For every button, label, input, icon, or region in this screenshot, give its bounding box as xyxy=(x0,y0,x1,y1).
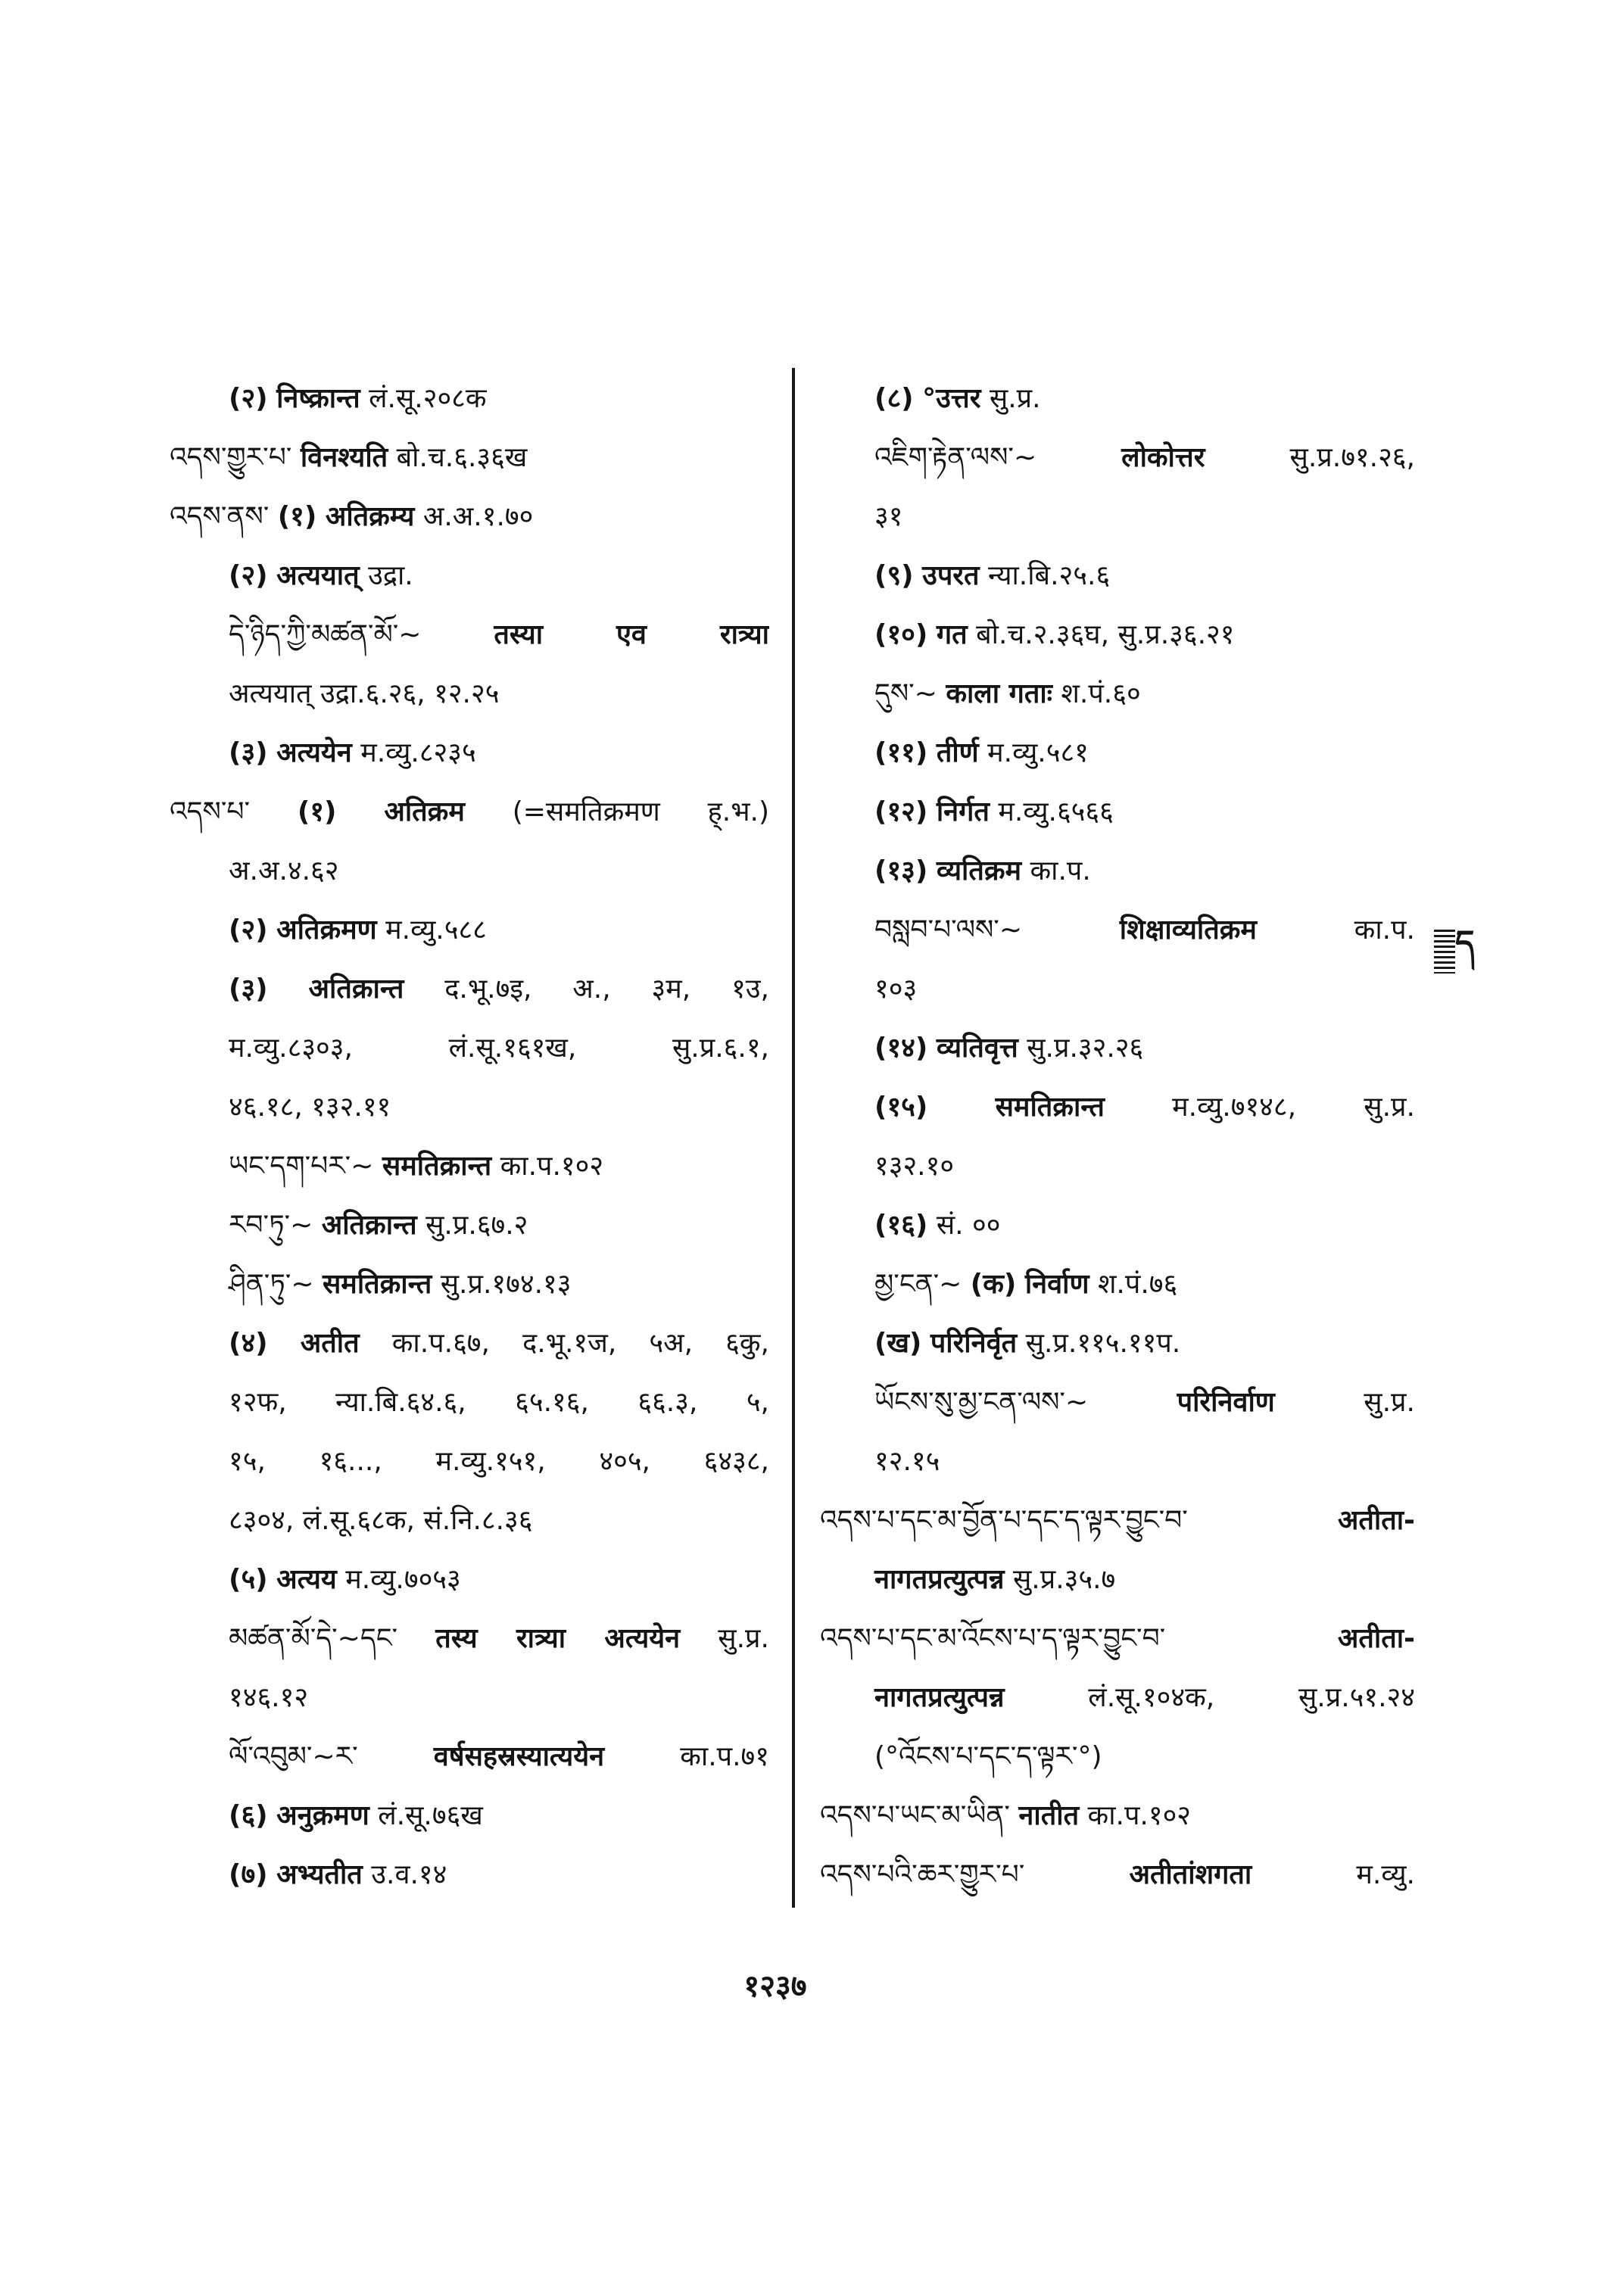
source-reference: सु.प्र. xyxy=(718,1623,769,1654)
sense-number: (९) xyxy=(874,560,914,591)
source-reference: १०३ xyxy=(874,974,918,1005)
source-reference: उ.व.१४ xyxy=(371,1859,447,1890)
sanskrit-equivalent: नातीत xyxy=(1018,1800,1080,1831)
sanskrit-equivalent: अतिक्रमण xyxy=(276,914,377,946)
entry-line xyxy=(820,783,1415,842)
sanskrit-equivalent: व्यतिक्रम xyxy=(936,855,1022,886)
sense-number: (१६) xyxy=(874,1210,928,1241)
entry-line xyxy=(170,1728,769,1787)
sense-number: (३) xyxy=(229,737,268,768)
entry-line xyxy=(820,842,1415,901)
source-reference: न्या.बि.२५.६ xyxy=(987,560,1111,591)
entry-line xyxy=(820,1078,1415,1137)
source-reference: श.पं.६० xyxy=(1061,678,1141,709)
sanskrit-equivalent: नागतप्रत्युत्पन्न xyxy=(874,1682,1005,1713)
tibetan-headword: འདས་པ་དང་མ་བྱོན་པ་དང་ད་ལྟར་བྱུང་བ་ xyxy=(820,1505,1188,1536)
entry-line xyxy=(170,1255,769,1314)
entry-line xyxy=(820,1432,1415,1491)
sense-number: (४) xyxy=(229,1328,268,1359)
source-reference: सु.प्र. xyxy=(989,383,1041,414)
sanskrit-equivalent: शिक्षाव्यतिक्रम xyxy=(1119,914,1257,946)
sanskrit-equivalent: अनुक्रमण xyxy=(276,1800,369,1831)
sense-number: (१५) xyxy=(874,1092,928,1123)
sense-number: (३) xyxy=(229,974,268,1005)
sanskrit-equivalent: अतिक्रान्त xyxy=(321,1210,417,1241)
source-reference: सु.प्र.११५.११प. xyxy=(1025,1328,1181,1359)
sense-number: (क) xyxy=(970,1269,1017,1300)
source-reference: म.व्यु.६५६६ xyxy=(998,796,1114,827)
sense-number: (१२) xyxy=(874,796,928,827)
tibetan-phrase: དེ་ཉིད་ཀྱི་མཚན་མོ་∼ xyxy=(229,619,422,650)
source-reference: का.प.१०२ xyxy=(500,1151,604,1182)
sanskrit-equivalent: °उत्तर xyxy=(922,383,981,414)
sense-number: (१०) xyxy=(874,619,928,650)
source-reference: म.व्यु.५८८ xyxy=(385,914,487,946)
tibetan-phrase: རབ་ཏུ་∼ xyxy=(229,1210,313,1241)
source-reference: बो.च.२.३६घ, सु.प्र.३६.२१ xyxy=(976,619,1235,650)
tibetan-phrase: ཤིན་ཏུ་∼ xyxy=(229,1269,314,1300)
sanskrit-equivalent: अत्ययात् xyxy=(276,560,360,591)
sanskrit-equivalent: लोकोत्तर xyxy=(1121,442,1205,473)
sense-number: (१३) xyxy=(874,855,928,886)
tibetan-phrase: ཡང་དག་པར་∼ xyxy=(229,1151,374,1182)
source-reference: म.व्यु.७१४८, सु.प्र. xyxy=(1172,1092,1415,1123)
entry-line xyxy=(820,724,1415,783)
sanskrit-equivalent: व्यतिवृत्त xyxy=(936,1033,1018,1064)
source-reference: लं.सू.१०४क, सु.प्र.५१.२४ xyxy=(1088,1682,1415,1713)
source-reference: सु.प्र.१७४.१३ xyxy=(440,1269,572,1300)
sanskrit-equivalent: अतिक्रम xyxy=(384,796,465,827)
sanskrit-equivalent: अतीत xyxy=(300,1328,360,1359)
source-reference: श.पं.७६ xyxy=(1097,1269,1178,1300)
right-column xyxy=(820,369,1415,1905)
entry-line xyxy=(170,1196,769,1255)
sanskrit-equivalent: विनश्यति xyxy=(300,442,388,473)
sanskrit-equivalent: निर्वाण xyxy=(1024,1269,1089,1300)
source-reference: अ.अ.१.७० xyxy=(422,501,534,532)
entry-line xyxy=(820,428,1415,488)
sense-number: (११) xyxy=(874,737,928,768)
source-reference: अत्ययात् उद्रा.६.२६, १२.२५ xyxy=(229,678,500,709)
sanskrit-equivalent: गत xyxy=(936,619,968,650)
sanskrit-equivalent: उपरत xyxy=(922,560,980,591)
entry-line xyxy=(170,665,769,724)
sanskrit-equivalent: तस्या एव रात्र्या xyxy=(494,619,769,650)
entry-line xyxy=(170,1373,769,1432)
entry-line xyxy=(820,1137,1415,1196)
source-reference: म.व्यु.७०५३ xyxy=(345,1564,461,1595)
left-column xyxy=(170,369,769,1905)
entry-line xyxy=(170,842,769,901)
entry-line xyxy=(820,1255,1415,1314)
source-reference: म.व्यु. xyxy=(1356,1859,1415,1890)
entry-line xyxy=(170,1787,769,1846)
source-reference: का.प.७१ xyxy=(680,1741,769,1772)
entry-line xyxy=(170,1432,769,1491)
source-reference: सु.प्र.७१.२६, xyxy=(1289,442,1415,473)
source-reference: लं.सू.२०८क xyxy=(369,383,487,414)
entry-line xyxy=(170,488,769,547)
source-reference: म.व्यु.८३०३, लं.सू.१६१ख, सु.प्र.६.१, xyxy=(229,1033,769,1064)
entry-line xyxy=(170,783,769,842)
sanskrit-equivalent: अतीता- xyxy=(1337,1623,1415,1654)
tibetan-phrase: མཚན་མོ་དེ་∼དང་ xyxy=(229,1623,398,1654)
sense-number: (८) xyxy=(874,383,914,414)
entry-line xyxy=(170,428,769,488)
entry-line xyxy=(170,547,769,606)
tibetan-headword: འདས་པ་དང་མ་འོངས་པ་ད་ལྟར་བྱུང་བ་ xyxy=(820,1623,1166,1654)
source-reference: का.प. xyxy=(1354,914,1415,946)
entry-line xyxy=(820,1609,1415,1668)
entry-line xyxy=(820,606,1415,665)
sanskrit-equivalent: काला गताः xyxy=(946,678,1052,709)
tibetan-phrase: མྱ་ངན་∼ xyxy=(874,1269,962,1300)
source-reference: म.व्यु.८२३५ xyxy=(360,737,476,768)
sanskrit-equivalent: अतीतांशगता xyxy=(1129,1859,1252,1890)
sense-number: (२) xyxy=(229,914,268,946)
entry-line xyxy=(170,901,769,960)
source-reference: (=समतिक्रमण ह्.भ.) xyxy=(512,796,769,827)
source-reference: सु.प्र. xyxy=(1364,1387,1415,1418)
source-reference: १३२.१० xyxy=(874,1151,955,1182)
tibetan-headword: འདས་ནས་ xyxy=(170,501,270,532)
entry-line xyxy=(820,369,1415,428)
sanskrit-equivalent: अत्यय xyxy=(276,1564,337,1595)
source-reference: सु.प्र.३५.७ xyxy=(1012,1564,1116,1595)
source-reference: ८३०४, लं.सू.६८क, सं.नि.८.३६ xyxy=(229,1505,533,1536)
entry-line xyxy=(820,1846,1415,1905)
entry-line xyxy=(820,901,1415,960)
tibetan-headword: འདས་གྱུར་པ་ xyxy=(170,442,292,473)
entry-line xyxy=(170,1078,769,1137)
entry-line xyxy=(170,369,769,428)
sanskrit-equivalent: नागतप्रत्युत्पन्न xyxy=(874,1564,1005,1595)
source-reference: अ.अ.४.६२ xyxy=(229,855,339,886)
entry-line xyxy=(820,547,1415,606)
thumb-index-letter: ད xyxy=(1455,924,1475,962)
source-reference: बो.च.६.३६ख xyxy=(396,442,528,473)
sense-number: (६) xyxy=(229,1800,268,1831)
sense-number: (१) xyxy=(277,501,317,532)
tibetan-headword: འདས་པ་ཡང་མ་ཡིན་ xyxy=(820,1800,1010,1831)
sense-number: (ख) xyxy=(874,1328,922,1359)
sense-number: (१४) xyxy=(874,1033,928,1064)
source-reference: उद्रा. xyxy=(368,560,413,591)
thumb-index-hatch xyxy=(1434,930,1455,974)
sanskrit-equivalent: अभ्यतीत xyxy=(276,1859,363,1890)
entry-line xyxy=(170,1019,769,1078)
tibetan-phrase: དུས་∼ xyxy=(874,678,937,709)
entry-line xyxy=(170,724,769,783)
entry-line xyxy=(170,1137,769,1196)
column-divider xyxy=(792,368,795,1908)
entry-line xyxy=(170,1314,769,1373)
entry-line xyxy=(170,960,769,1019)
entry-line xyxy=(820,1550,1415,1609)
sense-number: (१) xyxy=(297,796,337,827)
sanskrit-equivalent: समतिक्रान्त xyxy=(382,1151,492,1182)
source-reference: ३१ xyxy=(874,501,903,532)
sense-number: (२) xyxy=(229,560,268,591)
source-reference: सं. ०० xyxy=(936,1210,1001,1241)
sanskrit-equivalent: तस्य रात्र्या अत्ययेन xyxy=(435,1623,681,1654)
sense-number: (७) xyxy=(229,1859,268,1890)
sense-number: (२) xyxy=(229,383,268,414)
sanskrit-equivalent: परिनिर्वृत xyxy=(930,1328,1018,1359)
sanskrit-equivalent: समतिक्रान्त xyxy=(995,1092,1105,1123)
source-reference: का.प.६७, द.भू.१ज, ५अ, ६कु, xyxy=(391,1328,769,1359)
entry-line xyxy=(170,1846,769,1905)
entry-line xyxy=(170,1550,769,1609)
entry-line xyxy=(820,1728,1415,1787)
entry-line xyxy=(820,960,1415,1019)
sense-number: (५) xyxy=(229,1564,268,1595)
source-reference: का.प. xyxy=(1030,855,1091,886)
sanskrit-equivalent: अत्ययेन xyxy=(276,737,352,768)
tibetan-phrase: བསླབ་པ་ལས་∼ xyxy=(874,914,1023,946)
entry-line xyxy=(170,1668,769,1728)
source-reference: द.भू.७इ, अ., ३म, १उ, xyxy=(444,974,769,1005)
entry-line xyxy=(820,1373,1415,1432)
sanskrit-equivalent: वर्षसहस्रस्यात्ययेन xyxy=(433,1741,605,1772)
entry-line xyxy=(820,488,1415,547)
source-reference: का.प.१०२ xyxy=(1087,1800,1192,1831)
source-reference: म.व्यु.५८१ xyxy=(987,737,1089,768)
entry-line xyxy=(820,665,1415,724)
sanskrit-equivalent: तीर्ण xyxy=(936,737,979,768)
tibetan-phrase: ཡོངས་སུ་མྱ་ངན་ལས་∼ xyxy=(874,1387,1089,1418)
entry-line xyxy=(170,1491,769,1550)
sanskrit-equivalent: परिनिर्वाण xyxy=(1177,1387,1275,1418)
entry-line xyxy=(820,1196,1415,1255)
source-reference: १५, १६..., म.व्यु.१५१, ४०५, ६४३८, xyxy=(229,1446,769,1477)
source-reference: १२.१५ xyxy=(874,1446,940,1477)
sanskrit-equivalent: अतीता- xyxy=(1337,1505,1415,1536)
sanskrit-equivalent: अतिक्रान्त xyxy=(308,974,404,1005)
sanskrit-equivalent: अतिक्रम्य xyxy=(325,501,415,532)
tibetan-phrase: འཇིག་རྟེན་ལས་∼ xyxy=(874,442,1037,473)
source-reference: १२फ, न्या.बि.६४.६, ६५.१६, ६६.३, ५, xyxy=(229,1387,769,1418)
source-reference: १४६.१२ xyxy=(229,1682,309,1713)
tibetan-headword: འདས་པ་ xyxy=(170,796,251,827)
tibetan-headword: འདས་པའི་ཆར་གྱུར་པ་ xyxy=(820,1859,1025,1890)
sanskrit-equivalent: समतिक्रान्त xyxy=(322,1269,432,1300)
variant-note: (°འོངས་པ་དང་ད་ལྟར་°) xyxy=(874,1741,1102,1772)
tibetan-phrase: ལོ་འབུམ་∼ར་ xyxy=(229,1741,358,1772)
source-reference: लं.सू.७६ख xyxy=(378,1800,483,1831)
entry-line xyxy=(820,1668,1415,1728)
sanskrit-equivalent: निर्गत xyxy=(936,796,990,827)
source-reference: ४६.१८, १३२.११ xyxy=(229,1092,391,1123)
entry-line xyxy=(820,1491,1415,1550)
sanskrit-equivalent: निष्क्रान्त xyxy=(276,383,360,414)
source-reference: सु.प्र.३२.२६ xyxy=(1027,1033,1144,1064)
entry-line xyxy=(170,1609,769,1668)
page-number: १२३७ xyxy=(743,1969,807,2004)
source-reference: सु.प्र.६७.२ xyxy=(425,1210,528,1241)
entry-line xyxy=(820,1787,1415,1846)
entry-line xyxy=(170,606,769,665)
entry-line xyxy=(820,1314,1415,1373)
entry-line xyxy=(820,1019,1415,1078)
